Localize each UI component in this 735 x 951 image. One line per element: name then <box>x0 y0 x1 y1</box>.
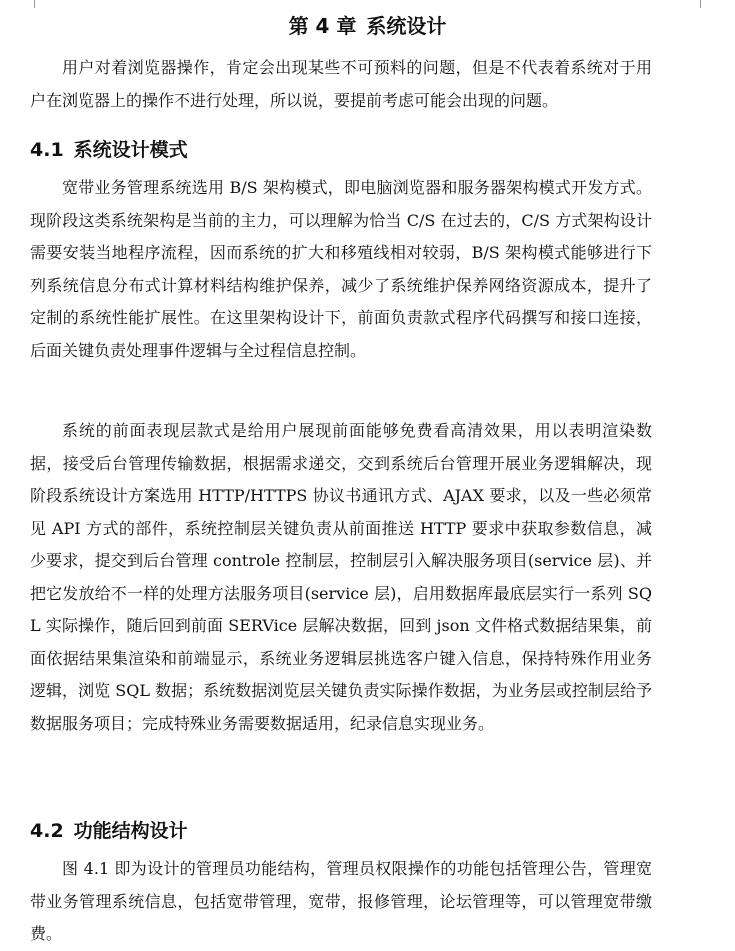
section-heading-4-1 <box>30 133 188 167</box>
chapter-name: 系统设计 <box>366 14 447 38</box>
page-margin-mark-right <box>700 0 701 8</box>
section-heading-4-2 <box>30 814 188 848</box>
section-title: 系统设计模式 <box>73 139 188 161</box>
section-title: 功能结构设计 <box>73 820 188 842</box>
paragraph-architecture: 宽带业务管理系统选用 B/S 架构模式，即电脑浏览器和服务器架构模式开发方式。现阶段这类系统架构是当前的主力，可以理解为恰当 C/S 在过去的，C/S 方式架构设计需要安装当地程序流程，因而系统的扩大和移殖线相对较弱，B/S 架构模式能够进行下列系统信息分布式计算材料结构维护保养，减少了系统维护保养网络资源成本，提升了定制的系统性能扩展性。在这里架构设计下，前面负责款式程序代码撰写和接口连接，后面关键负责处理事件逻辑与全过程信息控制。 <box>30 178 652 360</box>
chapter-title <box>0 8 735 44</box>
paragraph-function-structure: 图 4.1 即为设计的管理员功能结构，管理员权限操作的功能包括管理公告，管理宽带业务管理系统信息，包括宽带管理，宽带，报修管理，论坛管理等，可以管理宽带缴费。 <box>30 859 652 943</box>
intro-paragraph: 用户对着浏览器操作，肯定会出现某些不可预料的问题，但是不代表着系统对于用户在浏览器上的操作不进行处理，所以说，要提前考虑可能会出现的问题。 <box>30 58 652 110</box>
section-number: 4.1 <box>30 139 64 161</box>
chapter-number: 第 4 章 <box>288 14 357 38</box>
section-number: 4.2 <box>30 820 64 842</box>
paragraph-layers: 系统的前面表现层款式是给用户展现前面能够免费看高清效果，用以表明渲染数据，接受后台管理传输数据，根据需求递交，交到系统后台管理开展业务逻辑解决，现阶段系统设计方案选用 HTTP/HTTPS 协议书通讯方式、AJAX 要求，以及一些必须常见 API 方式的部件，系统控制层关键负责从前面推送 HTTP 要求中获取参数信息，减少要求，提交到后台管理 controle 控制层，控制层引入解决服务项目(service 层)、并把它发放给不一样的处理方法服务项目(service 层)，启用数据库最底层实行一系列 SQL 实际操作，随后回到前面 SERVice 层解决数据，回到 json 文件格式数据结果集，前面依据结果集渲染和前端显示，系统业务逻辑层挑选客户键入信息，保持特殊作用业务逻辑，浏览 SQL 数据；系统数据浏览层关键负责实际操作数据，为业务层或控制层给予数据服务项目；完成特殊业务需要数据适用，纪录信息实现业务。 <box>30 421 652 733</box>
page-margin-mark-left <box>34 0 35 8</box>
